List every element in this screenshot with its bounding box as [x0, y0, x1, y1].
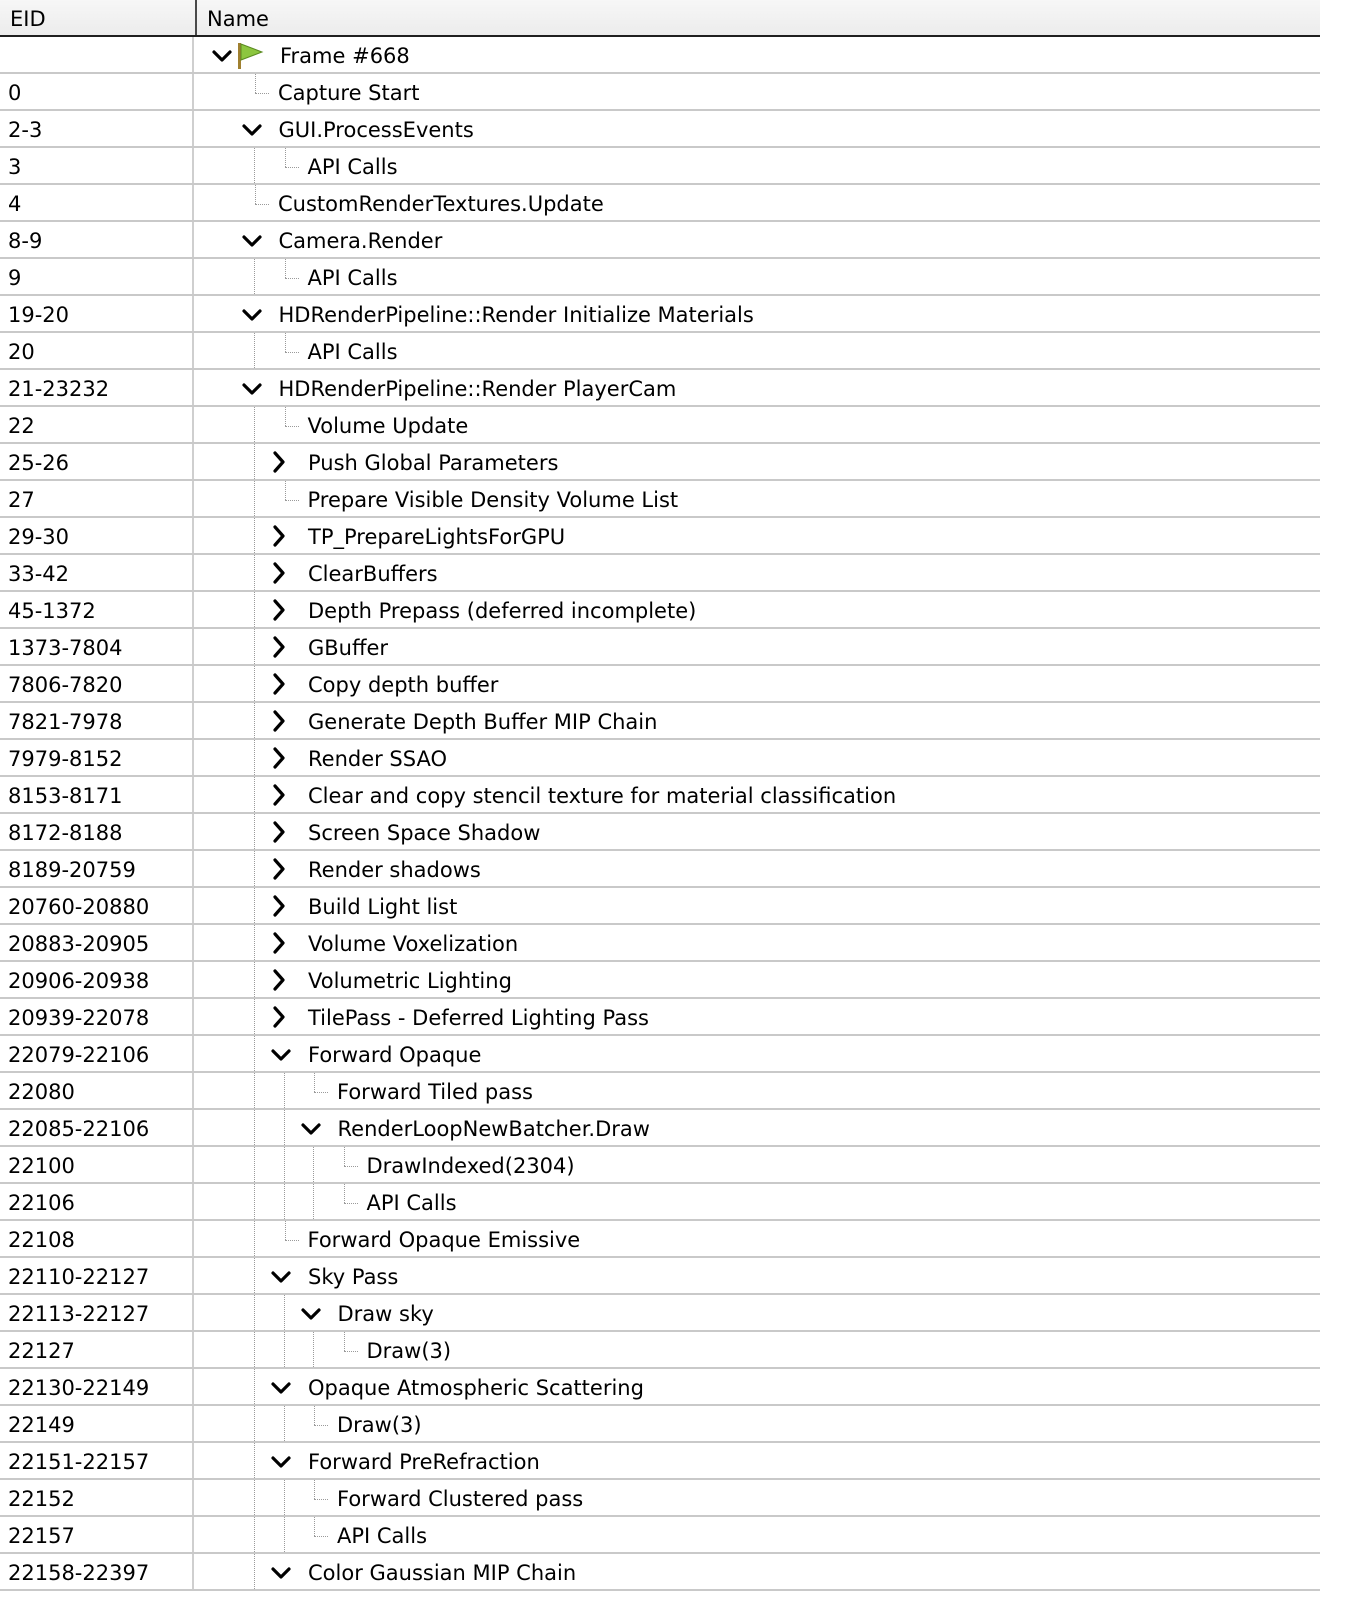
- tree-item-label: HDRenderPipeline::Render PlayerCam: [278, 377, 677, 401]
- tree-item-label: Volume Update: [307, 414, 469, 438]
- tree-guide: [254, 925, 255, 960]
- tree-guide: [254, 851, 255, 886]
- eid-cell: 22130-22149: [0, 1369, 194, 1404]
- chevron-down-icon[interactable]: [270, 1042, 292, 1066]
- tree-guide: [285, 481, 286, 500]
- tree-row[interactable]: [0, 1554, 1320, 1591]
- tree-item-label: Volume Voxelization: [308, 932, 519, 956]
- tree-item-label: CustomRenderTextures.Update: [278, 192, 604, 216]
- tree-item-label: Forward Tiled pass: [337, 1080, 533, 1104]
- tree-row[interactable]: [0, 1369, 1320, 1406]
- name-cell: [196, 888, 1320, 923]
- tree-guide: [344, 1166, 358, 1167]
- name-cell: [196, 1554, 1320, 1589]
- tree-row[interactable]: [0, 888, 1320, 925]
- eid-cell: 1373-7804: [0, 629, 194, 664]
- tree-item-label: Draw sky: [337, 1302, 434, 1326]
- tree-row[interactable]: [0, 1036, 1320, 1073]
- chevron-down-icon[interactable]: [241, 117, 263, 141]
- name-cell: [196, 703, 1320, 738]
- eid-cell: 22085-22106: [0, 1110, 194, 1145]
- tree-guide: [285, 500, 299, 501]
- eid-cell: 8172-8188: [0, 814, 194, 849]
- tree-item-label: Generate Depth Buffer MIP Chain: [308, 710, 658, 734]
- tree-row[interactable]: [0, 37, 1320, 74]
- chevron-down-icon[interactable]: [211, 43, 233, 67]
- name-cell: [196, 1036, 1320, 1071]
- eid-cell: 8189-20759: [0, 851, 194, 886]
- tree-guide: [254, 592, 255, 627]
- tree-item-label: DrawIndexed(2304): [366, 1154, 575, 1178]
- tree-guide: [254, 888, 255, 923]
- name-cell: [196, 481, 1320, 516]
- tree-guide: [254, 777, 255, 812]
- chevron-down-icon[interactable]: [270, 1375, 292, 1399]
- chevron-right-icon[interactable]: [268, 931, 290, 955]
- tree-guide: [254, 1221, 255, 1256]
- tree-row[interactable]: [0, 518, 1320, 555]
- tree-row[interactable]: [0, 1443, 1320, 1480]
- eid-cell: 22127: [0, 1332, 194, 1367]
- tree-row[interactable]: [0, 1295, 1320, 1332]
- tree-row[interactable]: [0, 111, 1320, 148]
- tree-row[interactable]: [0, 925, 1320, 962]
- eid-cell: 22108: [0, 1221, 194, 1256]
- eid-cell: 22: [0, 407, 194, 442]
- tree-row[interactable]: [0, 1406, 1320, 1443]
- tree-guide: [254, 333, 255, 368]
- tree-guide: [254, 148, 255, 183]
- tree-row[interactable]: [0, 629, 1320, 666]
- tree-item-label: Volumetric Lighting: [308, 969, 512, 993]
- tree-guide: [255, 74, 256, 93]
- tree-guide: [254, 740, 255, 775]
- eid-cell: 22113-22127: [0, 1295, 194, 1330]
- tree-item-label: Draw(3): [337, 1413, 422, 1437]
- chevron-down-icon[interactable]: [300, 1116, 322, 1140]
- tree-row[interactable]: [0, 185, 1320, 222]
- tree-guide: [254, 1073, 255, 1108]
- tree-row[interactable]: [0, 296, 1320, 333]
- tree-guide: [254, 1406, 255, 1441]
- tree-item-label: TilePass - Deferred Lighting Pass: [308, 1006, 649, 1030]
- eid-cell: 25-26: [0, 444, 194, 479]
- name-cell: [196, 1110, 1320, 1145]
- tree-row[interactable]: [0, 1517, 1320, 1554]
- eid-cell: 8153-8171: [0, 777, 194, 812]
- tree-row[interactable]: [0, 259, 1320, 296]
- eid-column-header[interactable]: EID: [10, 7, 46, 31]
- tree-guide: [254, 1443, 255, 1478]
- name-cell: [196, 925, 1320, 960]
- tree-row[interactable]: [0, 370, 1320, 407]
- tree-row[interactable]: [0, 777, 1320, 814]
- tree-guide: [254, 666, 255, 701]
- tree-guide: [284, 1110, 285, 1145]
- chevron-down-icon[interactable]: [241, 228, 263, 252]
- name-cell: [196, 296, 1320, 331]
- eid-cell: 22149: [0, 1406, 194, 1441]
- tree-row[interactable]: [0, 555, 1320, 592]
- tree-guide: [254, 1554, 255, 1589]
- tree-guide: [254, 1295, 255, 1330]
- tree-row[interactable]: [0, 444, 1320, 481]
- name-cell: [196, 1295, 1320, 1330]
- tree-guide: [254, 1369, 255, 1404]
- eid-cell: 29-30: [0, 518, 194, 553]
- name-cell: [196, 1258, 1320, 1293]
- tree-guide: [284, 1295, 285, 1330]
- tree-row[interactable]: [0, 962, 1320, 999]
- chevron-right-icon[interactable]: [268, 783, 290, 807]
- eid-cell: 22157: [0, 1517, 194, 1552]
- tree-item-label: Render SSAO: [308, 747, 448, 771]
- tree-guide: [254, 1258, 255, 1293]
- tree-item-label: API Calls: [307, 340, 398, 364]
- tree-item-label: API Calls: [307, 266, 398, 290]
- tree-item-label: GBuffer: [308, 636, 389, 660]
- eid-cell: 22110-22127: [0, 1258, 194, 1293]
- chevron-right-icon[interactable]: [268, 894, 290, 918]
- eid-cell: 22152: [0, 1480, 194, 1515]
- tree-guide: [284, 1184, 285, 1219]
- tree-guide: [284, 1480, 285, 1515]
- name-cell: [196, 185, 1320, 220]
- tree-item-label: RenderLoopNewBatcher.Draw: [337, 1117, 650, 1141]
- tree-row[interactable]: [0, 407, 1320, 444]
- eid-cell: 22079-22106: [0, 1036, 194, 1071]
- name-cell: [196, 1369, 1320, 1404]
- tree-guide: [254, 629, 255, 664]
- name-cell: [196, 555, 1320, 590]
- tree-guide: [314, 1073, 315, 1092]
- tree-row[interactable]: [0, 666, 1320, 703]
- tree-item-label: Forward Opaque Emissive: [307, 1228, 581, 1252]
- name-cell: [196, 518, 1320, 553]
- chevron-right-icon[interactable]: [268, 635, 290, 659]
- chevron-down-icon[interactable]: [270, 1560, 292, 1584]
- tree-guide: [254, 1110, 255, 1145]
- eid-cell: 8-9: [0, 222, 194, 257]
- name-cell: [196, 148, 1320, 183]
- tree-row[interactable]: [0, 999, 1320, 1036]
- tree-guide: [284, 1406, 285, 1441]
- tree-guide: [254, 1517, 255, 1552]
- tree-guide: [314, 1425, 328, 1426]
- eid-cell: [0, 37, 194, 72]
- tree-item-label: Forward Clustered pass: [337, 1487, 584, 1511]
- tree-guide: [284, 1147, 285, 1182]
- chevron-down-icon[interactable]: [300, 1301, 322, 1325]
- column-header: [0, 0, 1320, 37]
- tree-row[interactable]: [0, 222, 1320, 259]
- name-cell: [196, 1221, 1320, 1256]
- tree-guide: [285, 167, 299, 168]
- chevron-down-icon[interactable]: [270, 1264, 292, 1288]
- name-cell: [196, 111, 1320, 146]
- tree-guide: [344, 1184, 345, 1203]
- chevron-down-icon[interactable]: [270, 1449, 292, 1473]
- tree-guide: [254, 444, 255, 479]
- tree-item-label: HDRenderPipeline::Render Initialize Materials: [278, 303, 754, 327]
- name-cell: [196, 962, 1320, 997]
- tree-guide: [255, 93, 269, 94]
- tree-item-label: Depth Prepass (deferred incomplete): [308, 599, 697, 623]
- tree-guide: [285, 1240, 299, 1241]
- chevron-right-icon[interactable]: [268, 968, 290, 992]
- tree-guide: [314, 1092, 328, 1093]
- tree-guide: [344, 1147, 345, 1166]
- tree-item-label: Sky Pass: [308, 1265, 399, 1289]
- eid-cell: 2-3: [0, 111, 194, 146]
- eid-cell: 0: [0, 74, 194, 109]
- chevron-right-icon[interactable]: [268, 820, 290, 844]
- name-cell: [196, 1517, 1320, 1552]
- tree-item-label: Copy depth buffer: [308, 673, 499, 697]
- tree-item-label: API Calls: [307, 155, 398, 179]
- name-cell: [196, 259, 1320, 294]
- flag-icon: [235, 41, 265, 71]
- tree-row[interactable]: [0, 703, 1320, 740]
- chevron-right-icon[interactable]: [268, 672, 290, 696]
- name-cell: [196, 407, 1320, 442]
- tree-guide: [314, 1517, 315, 1536]
- tree-item-label: Clear and copy stencil texture for material classification: [308, 784, 897, 808]
- tree-row[interactable]: [0, 1073, 1320, 1110]
- eid-cell: 20760-20880: [0, 888, 194, 923]
- eid-cell: 33-42: [0, 555, 194, 590]
- tree-item-label: Capture Start: [278, 81, 420, 105]
- tree-guide: [285, 278, 299, 279]
- column-divider[interactable]: [195, 0, 197, 35]
- tree-row[interactable]: [0, 74, 1320, 111]
- tree-guide: [255, 204, 269, 205]
- tree-item-label: TP_PrepareLightsForGPU: [308, 525, 566, 549]
- eid-cell: 4: [0, 185, 194, 220]
- tree-guide: [254, 518, 255, 553]
- eid-cell: 7806-7820: [0, 666, 194, 701]
- name-cell: [196, 1184, 1320, 1219]
- eid-cell: 19-20: [0, 296, 194, 331]
- tree-item-label: Push Global Parameters: [308, 451, 559, 475]
- tree-guide: [314, 1406, 315, 1425]
- tree-guide: [254, 1332, 255, 1367]
- tree-guide: [254, 814, 255, 849]
- tree-row[interactable]: [0, 851, 1320, 888]
- name-cell: [196, 629, 1320, 664]
- name-cell: [196, 222, 1320, 257]
- tree-row[interactable]: [0, 740, 1320, 777]
- tree-guide: [285, 426, 299, 427]
- tree-guide: [313, 1147, 314, 1182]
- tree-row[interactable]: [0, 1480, 1320, 1517]
- name-cell: [196, 592, 1320, 627]
- name-cell: [196, 851, 1320, 886]
- tree-guide: [254, 703, 255, 738]
- name-cell: [196, 370, 1320, 405]
- name-column-header[interactable]: Name: [207, 7, 269, 31]
- tree-item-label: Screen Space Shadow: [308, 821, 541, 845]
- tree-guide: [284, 1073, 285, 1108]
- tree-row[interactable]: [0, 1184, 1320, 1221]
- name-cell: [196, 1443, 1320, 1478]
- name-cell: [196, 444, 1320, 479]
- chevron-down-icon[interactable]: [241, 376, 263, 400]
- chevron-right-icon[interactable]: [268, 857, 290, 881]
- tree-row[interactable]: [0, 1221, 1320, 1258]
- tree-row[interactable]: [0, 481, 1320, 518]
- eid-cell: 21-23232: [0, 370, 194, 405]
- chevron-down-icon[interactable]: [241, 302, 263, 326]
- tree-item-label: Prepare Visible Density Volume List: [307, 488, 679, 512]
- tree-guide: [313, 1332, 314, 1367]
- tree-guide: [254, 555, 255, 590]
- tree-guide: [313, 1184, 314, 1219]
- name-cell: [196, 999, 1320, 1034]
- tree-guide: [254, 407, 255, 442]
- tree-guide: [254, 1480, 255, 1515]
- tree-guide: [254, 1036, 255, 1071]
- eid-cell: 22100: [0, 1147, 194, 1182]
- name-cell: [196, 1480, 1320, 1515]
- tree-item-label: API Calls: [337, 1524, 428, 1548]
- tree-row[interactable]: [0, 592, 1320, 629]
- tree-item-label: Opaque Atmospheric Scattering: [308, 1376, 644, 1400]
- tree-item-label: Camera.Render: [278, 229, 443, 253]
- name-cell: [196, 1406, 1320, 1441]
- chevron-right-icon[interactable]: [268, 450, 290, 474]
- tree-row[interactable]: [0, 1332, 1320, 1369]
- tree-guide: [285, 352, 299, 353]
- eid-cell: 9: [0, 259, 194, 294]
- tree-row[interactable]: [0, 333, 1320, 370]
- tree-guide: [254, 999, 255, 1034]
- tree-guide: [285, 1221, 286, 1240]
- tree-item-label: API Calls: [366, 1191, 457, 1215]
- tree-guide: [344, 1203, 358, 1204]
- tree-guide: [344, 1351, 358, 1352]
- name-cell: [196, 333, 1320, 368]
- name-cell: [196, 666, 1320, 701]
- tree-guide: [285, 259, 286, 278]
- eid-cell: 22106: [0, 1184, 194, 1219]
- eid-cell: 20883-20905: [0, 925, 194, 960]
- tree-row[interactable]: [0, 1258, 1320, 1295]
- eid-cell: 7821-7978: [0, 703, 194, 738]
- eid-cell: 3: [0, 148, 194, 183]
- eid-cell: 20: [0, 333, 194, 368]
- eid-cell: 22080: [0, 1073, 194, 1108]
- tree-guide: [285, 148, 286, 167]
- name-cell: [196, 740, 1320, 775]
- tree-guide: [254, 1184, 255, 1219]
- tree-row[interactable]: [0, 1110, 1320, 1147]
- tree-guide: [254, 962, 255, 997]
- name-cell: [196, 777, 1320, 812]
- tree-item-label: Render shadows: [308, 858, 481, 882]
- tree-row[interactable]: [0, 148, 1320, 185]
- tree-guide: [254, 481, 255, 516]
- chevron-right-icon[interactable]: [268, 1005, 290, 1029]
- tree-item-label: Forward PreRefraction: [308, 1450, 540, 1474]
- tree-guide: [285, 407, 286, 426]
- name-cell: [196, 814, 1320, 849]
- tree-guide: [344, 1332, 345, 1351]
- tree-guide: [314, 1480, 315, 1499]
- chevron-right-icon[interactable]: [268, 598, 290, 622]
- eid-cell: 27: [0, 481, 194, 516]
- chevron-right-icon[interactable]: [268, 561, 290, 585]
- eid-cell: 22158-22397: [0, 1554, 194, 1589]
- tree-guide: [284, 1517, 285, 1552]
- eid-cell: 7979-8152: [0, 740, 194, 775]
- chevron-right-icon[interactable]: [268, 746, 290, 770]
- event-tree: [0, 37, 1320, 1591]
- tree-item-label: GUI.ProcessEvents: [278, 118, 474, 142]
- eid-cell: 20906-20938: [0, 962, 194, 997]
- tree-guide: [254, 259, 255, 294]
- tree-guide: [284, 1332, 285, 1367]
- eid-cell: 20939-22078: [0, 999, 194, 1034]
- name-cell: [196, 1147, 1320, 1182]
- name-cell: [196, 37, 1320, 72]
- eid-cell: 45-1372: [0, 592, 194, 627]
- name-cell: [196, 1332, 1320, 1367]
- tree-item-label: Build Light list: [308, 895, 458, 919]
- tree-guide: [314, 1499, 328, 1500]
- name-cell: [196, 74, 1320, 109]
- name-cell: [196, 1073, 1320, 1108]
- chevron-right-icon[interactable]: [268, 524, 290, 548]
- tree-guide: [285, 333, 286, 352]
- tree-item-label: ClearBuffers: [308, 562, 438, 586]
- tree-guide: [255, 185, 256, 204]
- tree-row[interactable]: [0, 814, 1320, 851]
- tree-item-label: Draw(3): [366, 1339, 452, 1363]
- tree-guide: [254, 1147, 255, 1182]
- tree-item-label: Forward Opaque: [308, 1043, 482, 1067]
- tree-guide: [314, 1536, 328, 1537]
- chevron-right-icon[interactable]: [268, 709, 290, 733]
- tree-row[interactable]: [0, 1147, 1320, 1184]
- eid-cell: 22151-22157: [0, 1443, 194, 1478]
- tree-item-label: Frame #668: [280, 44, 410, 68]
- tree-item-label: Color Gaussian MIP Chain: [308, 1561, 577, 1585]
